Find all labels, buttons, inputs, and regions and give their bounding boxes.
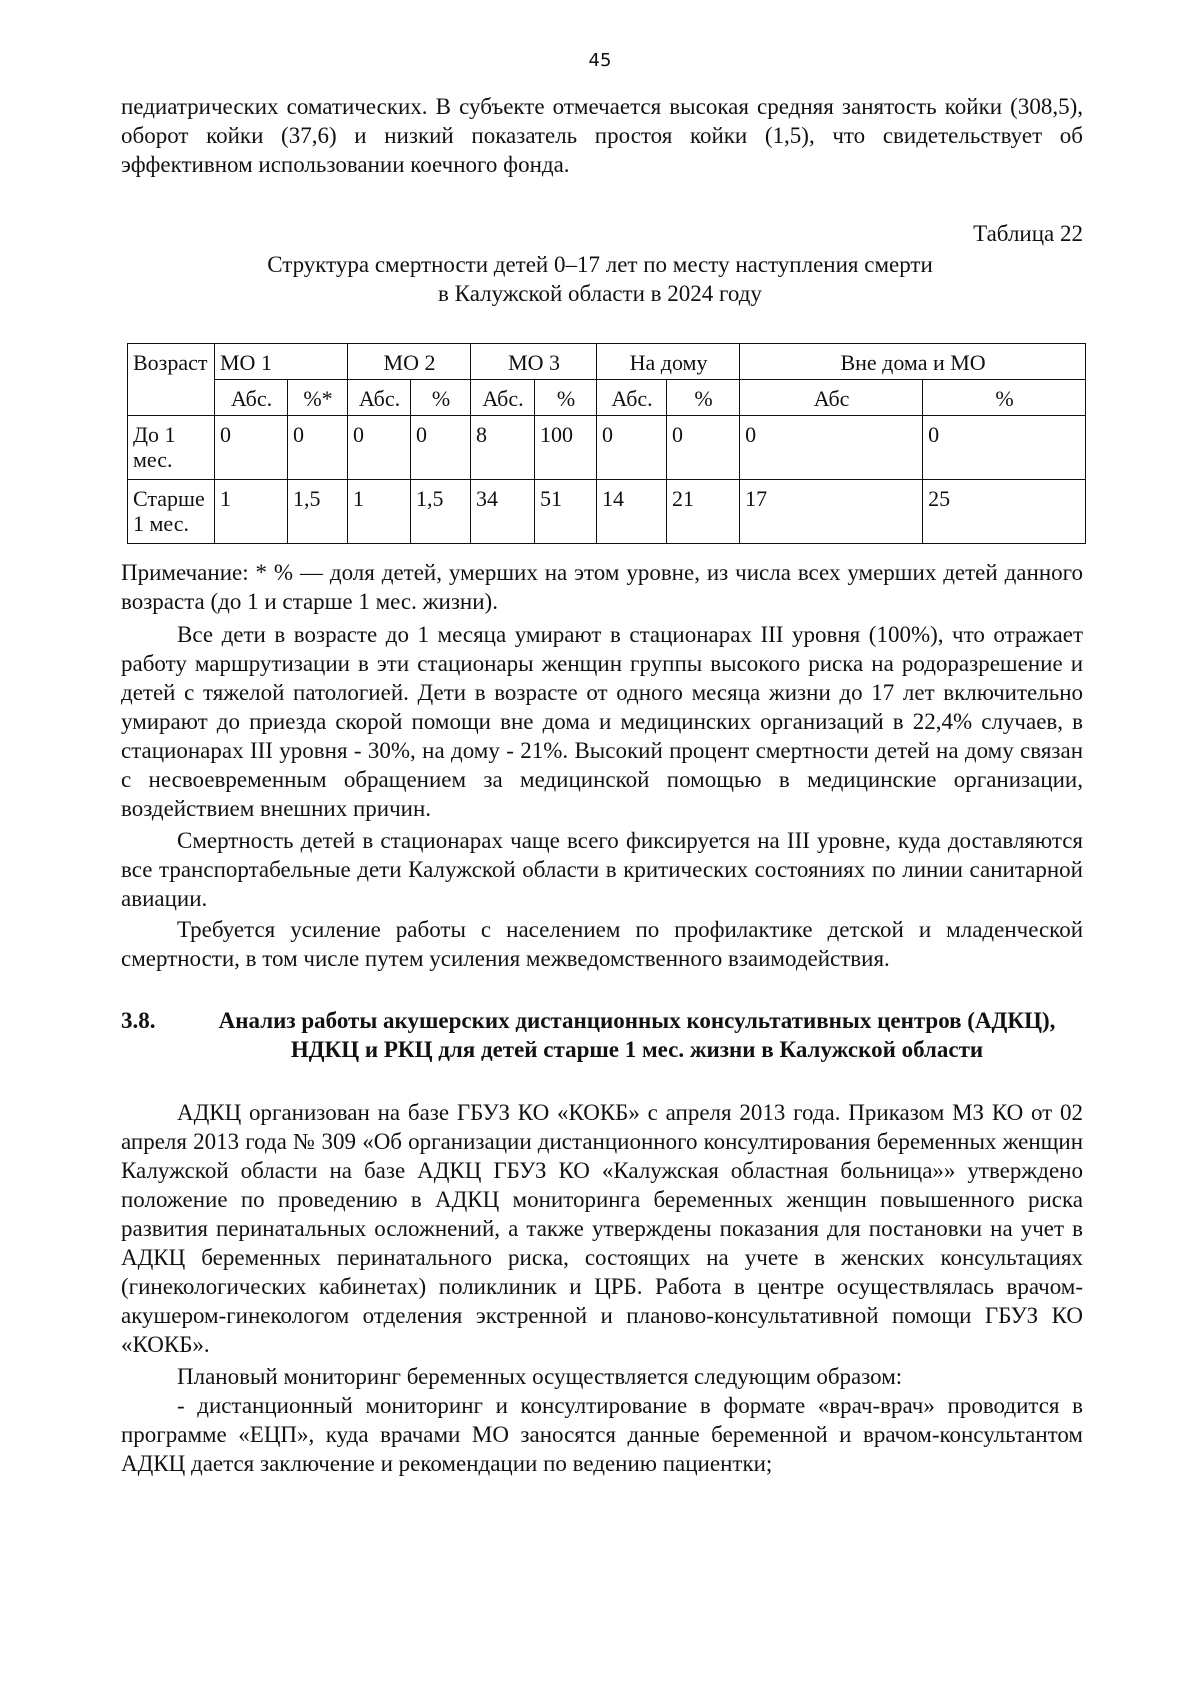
header-mo3: МО 3	[471, 344, 597, 380]
table-cell: 0	[597, 416, 667, 480]
table-note: Примечание: * % — доля детей, умерших на этом уровне, из числа всех умерших детей данного возраста (до 1 и старше 1 мес. жизни).	[121, 560, 1083, 614]
section-paragraph-1: АДКЦ организован на базе ГБУЗ КО «КОКБ» с апреля 2013 года. Приказом МЗ КО от 02 апреля 2013 года № 309 «Об организации дистанционного консултирования беременных женщин Калужской области на базе АДКЦ ГБУЗ КО «Калужская областная больница»» утверждено положение по проведению в АДКЦ мониторинга беременных женщин повышенного риска развития перинатальных осложнений, а также утверждены показания для постановки на учет в АДКЦ беременных перинатального риска, состоящих на учете в женских консультациях (гинекологических кабинетах) поликлиник и ЦРБ. Работа в центре осуществлялась врачом-акушером-гинекологом отделения экстренной и планово-консультативной помощи ГБУЗ КО «КОКБ».	[121, 1100, 1083, 1357]
subheader-cell: Абс.	[215, 380, 288, 416]
table-subheader-row	[128, 380, 1086, 416]
section-heading	[121, 1006, 1083, 1064]
subheader-cell: Абс	[740, 380, 923, 416]
table-cell: 34	[471, 480, 535, 544]
header-mo1: МО 1	[215, 344, 348, 380]
page-number: 45	[588, 50, 612, 71]
table-header-row	[128, 344, 1086, 380]
table-cell: 51	[535, 480, 597, 544]
intro-paragraph: педиатрических соматических. В субъекте отмечается высокая средняя занятость койки (308,5), оборот койки (37,6) и низкий показатель простоя койки (1,5), что свидетельствует об эффективном использовании коечного фонда.	[121, 94, 1083, 177]
table-cell: 21	[667, 480, 740, 544]
table-cell: 17	[740, 480, 923, 544]
subheader-cell: %	[535, 380, 597, 416]
subheader-cell: Абс.	[471, 380, 535, 416]
subheader-cell: Абс.	[348, 380, 411, 416]
paragraph-2: Смертность детей в стационарах чаще всего фиксируется на III уровне, куда доставляются все транспортабельные дети Калужской области в критических состояниях по линии санитарной авиации.	[121, 828, 1083, 911]
table-cell: 1,5	[411, 480, 471, 544]
table-cell: 0	[215, 416, 288, 480]
table-cell: 0	[667, 416, 740, 480]
table-title	[0, 250, 1200, 308]
section-title: Анализ работы акушерских дистанционных консультативных центров (АДКЦ), НДКЦ и РКЦ для детей старше 1 мес. жизни в Калужской области	[218, 1008, 1056, 1062]
subheader-cell: %	[923, 380, 1086, 416]
table-cell: 1	[215, 480, 288, 544]
section-number: 3.8.	[121, 1008, 156, 1033]
table-label: Таблица 22	[973, 221, 1083, 246]
row-age: До 1 мес.	[128, 416, 215, 480]
header-outside: Вне дома и МО	[740, 344, 1086, 380]
paragraph-1: Все дети в возрасте до 1 месяца умирают в стационарах III уровня (100%), что отражает работу маршрутизации в эти стационары женщин группы высокого риска на родоразрешение и детей с тяжелой патологией. Дети в возрасте от одного месяца жизни до 17 лет включительно умирают до приезда скорой помощи вне дома и медицинских организаций в 22,4% случаев, в стационарах III уровня - 30%, на дому - 21%. Высокий процент смертности детей на дому связан с несвоевременным обращением за медицинской помощью в медицинские организации, воздействием внешних причин.	[121, 622, 1083, 821]
table-cell: 100	[535, 416, 597, 480]
header-age: Возраст	[128, 344, 215, 416]
table-cell: 1,5	[288, 480, 348, 544]
paragraph-3: Требуется усиление работы с населением по профилактике детской и младенческой смертности, в том числе путем усиления межведомственного взаимодействия.	[121, 917, 1083, 971]
table-title-line-2: в Калужской области в 2024 году	[438, 281, 762, 306]
row-age: Старше 1 мес.	[128, 480, 215, 544]
table-cell: 0	[923, 416, 1086, 480]
section-paragraph-3: - дистанционный мониторинг и консултирование в формате «врач-врач» проводится в программе «ЕЦП», куда врачами МО заносятся данные беременной и врачом-консультантом АДКЦ дается заключение и рекомендации по ведению пациентки;	[121, 1393, 1083, 1476]
subheader-cell: %	[667, 380, 740, 416]
table-cell: 25	[923, 480, 1086, 544]
table-cell: 8	[471, 416, 535, 480]
table-row	[128, 416, 1086, 480]
table-cell: 14	[597, 480, 667, 544]
table-cell: 1	[348, 480, 411, 544]
header-mo2: МО 2	[348, 344, 471, 380]
table-cell: 0	[348, 416, 411, 480]
subheader-cell: Абс.	[597, 380, 667, 416]
header-at-home: На дому	[597, 344, 740, 380]
table-row	[128, 480, 1086, 544]
table-title-line-1: Структура смертности детей 0–17 лет по месту наступления смерти	[267, 252, 933, 277]
table-cell: 0	[288, 416, 348, 480]
table-cell: 0	[411, 416, 471, 480]
section-paragraph-2: Плановый мониторинг беременных осуществляется следующим образом:	[177, 1364, 903, 1389]
subheader-cell: %	[411, 380, 471, 416]
subheader-cell: %*	[288, 380, 348, 416]
mortality-table	[127, 343, 1086, 544]
table-cell: 0	[740, 416, 923, 480]
